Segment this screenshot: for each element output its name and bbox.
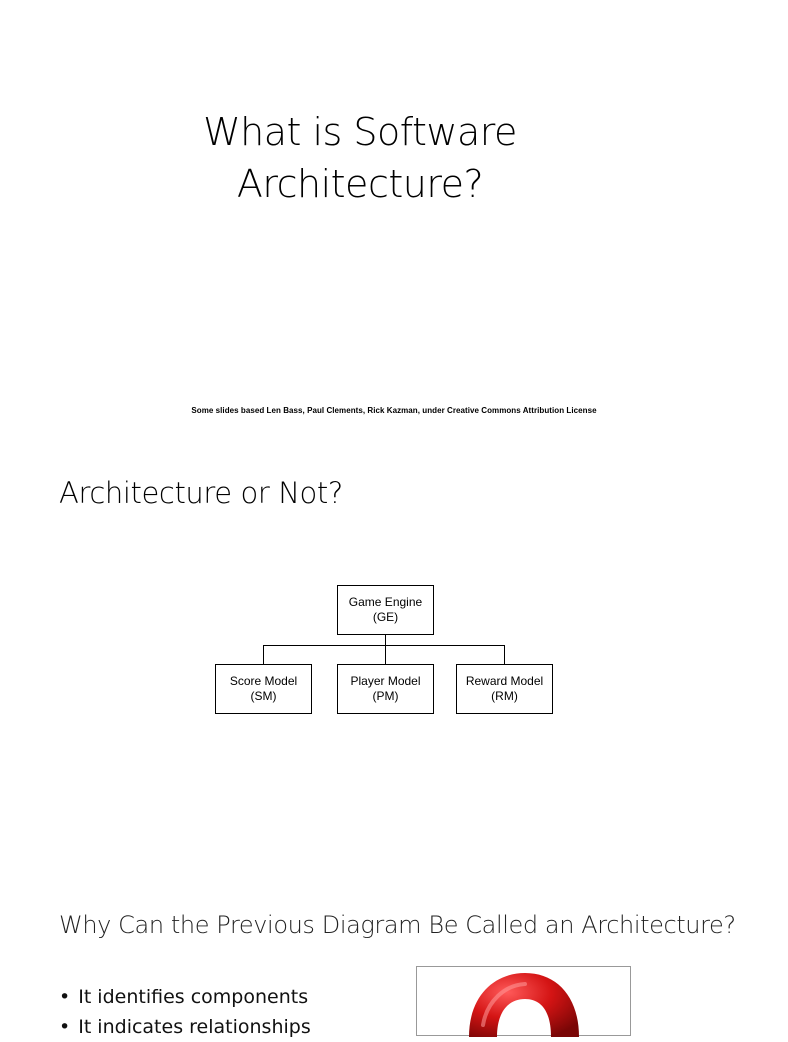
box-label-line2: (PM)	[372, 689, 399, 703]
game-engine-box	[337, 585, 434, 635]
box-label-line1: Game Engine	[348, 595, 423, 609]
box-label-line2: (SM)	[250, 689, 277, 703]
connector-to-sm	[263, 645, 264, 664]
bullet-list	[59, 982, 311, 1042]
slide1-title-line1: What is Software	[203, 110, 517, 154]
player-model-box	[337, 664, 434, 714]
attribution-note: Some slides based Len Bass, Paul Clements, Rick Kazman, under Creative Commons Attribution License	[191, 406, 597, 415]
bullet-item: • It identifies components	[59, 982, 311, 1012]
connector-to-rm	[504, 645, 505, 664]
connector-horizontal	[263, 645, 505, 646]
slide1-title	[0, 106, 720, 210]
bullet-item: • It indicates relationships	[59, 1012, 311, 1042]
reward-model-box	[456, 664, 553, 714]
box-label-line1: Reward Model	[465, 674, 544, 688]
box-label-line1: Score Model	[229, 674, 298, 688]
box-label-line2: (RM)	[491, 689, 518, 703]
slide2-title: Architecture or Not?	[59, 476, 343, 510]
slide3-title: Why Can the Previous Diagram Be Called an Architecture?	[59, 911, 736, 939]
red-curved-shape-icon	[417, 967, 632, 1037]
box-label-line1: Player Model	[350, 674, 421, 688]
connector-to-pm	[385, 645, 386, 664]
box-label-line2: (GE)	[372, 610, 399, 624]
slide1-title-line2: Architecture?	[236, 162, 484, 206]
slide-image	[416, 966, 631, 1036]
score-model-box	[215, 664, 312, 714]
